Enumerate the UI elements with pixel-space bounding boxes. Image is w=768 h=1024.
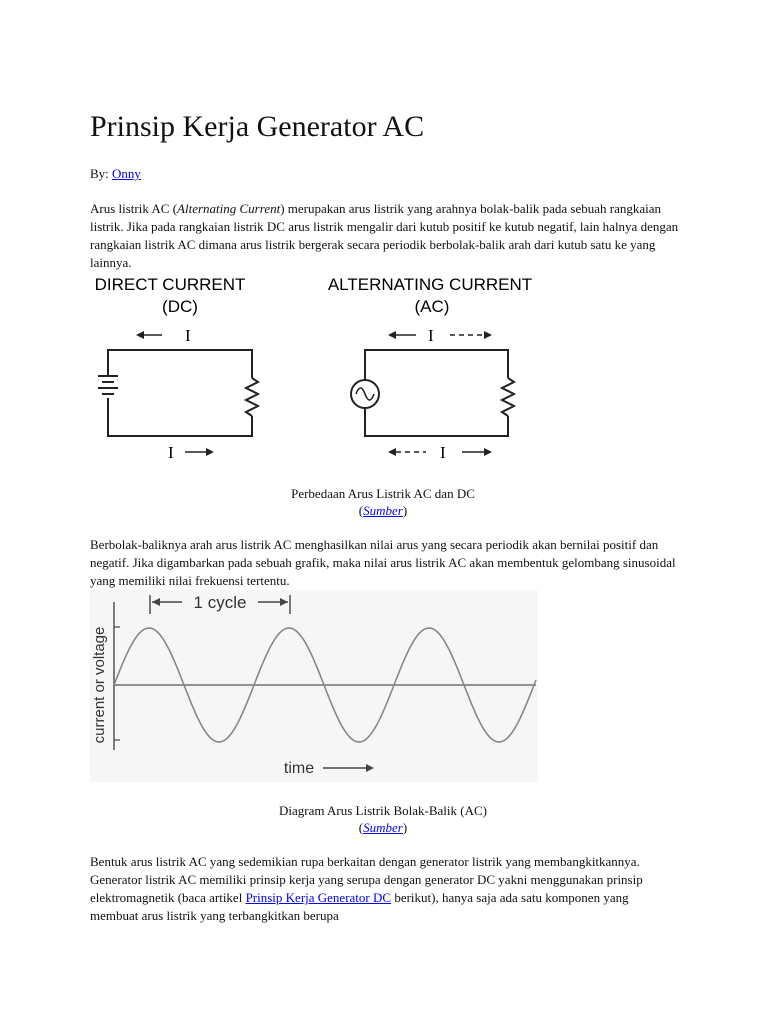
generator-dc-link[interactable]: Prinsip Kerja Generator DC xyxy=(245,890,392,905)
p1-post: ) merupakan arus listrik yang arahnya bolak-balik pada sebuah rangkaian listrik. Jika pada rangkaian listrik DC arus listrik mengalir dari kutub positif ke kutub negatif, lain halnya dengan rangkaian listrik AC dimana arus listrik bergerak secara periodik berbolak-balik arah dari kutub satu ke yang lainnya. xyxy=(90,201,679,270)
figure1-source: (Sumber) xyxy=(358,503,408,518)
dc-ac-circuit-diagram xyxy=(90,272,550,467)
x-axis-label: time xyxy=(283,760,315,777)
dc-title: DIRECT CURRENT xyxy=(94,275,246,294)
dc-circuit xyxy=(98,350,258,436)
ac-current-arrow-top xyxy=(388,326,492,345)
figure2-caption-text: Diagram Arus Listrik Bolak-Balik (AC) xyxy=(279,803,487,818)
p3-pre: Bentuk arus listrik AC yang sedemikian rupa berkaitan dengan generator listrik yang membangkitkannya. Generator listrik AC memiliki prinsip kerja yang serupa dengan generator DC yakni menggunakan prinsip elektromagnetik (baca artikel xyxy=(90,854,643,905)
p3-post: berikut), hanya saja ada satu komponen yang membuat arus listrik yang terbangkitkan berupa xyxy=(90,890,629,923)
by-label: By: xyxy=(90,166,109,181)
cycle-label: 1 cycle xyxy=(193,593,247,612)
dc-current-arrow-top xyxy=(136,326,191,345)
dc-current-label-top: I xyxy=(185,326,191,345)
figure2-source: (Sumber) xyxy=(358,820,408,835)
paragraph-2: Berbolak-baliknya arah arus listrik AC menghasilkan nilai arus yang secara periodik akan bernilai positif dan negatif. Jika digambarkan pada sebuah grafik, maka nilai arus listrik AC akan membentuk gelombang sinusoidal yang memiliki nilai frekuensi tertentu. xyxy=(90,537,676,588)
author-link[interactable]: Onny xyxy=(112,166,141,181)
p1-pre: Arus listrik AC ( xyxy=(90,201,178,216)
ac-current-label-top: I xyxy=(428,326,434,345)
figure2-caption xyxy=(88,802,678,836)
page-title: Prinsip Kerja Generator AC xyxy=(90,110,425,143)
figure2-source-link[interactable]: Sumber xyxy=(363,820,403,835)
byline xyxy=(90,166,141,182)
ac-sine-wave-diagram xyxy=(90,590,538,782)
dc-current-arrow-bottom xyxy=(168,443,214,462)
ac-current-label-bottom: I xyxy=(440,443,446,462)
dc-current-label-bottom: I xyxy=(168,443,174,462)
ac-circuit xyxy=(351,350,514,436)
paragraph-1 xyxy=(90,200,680,272)
ac-title: ALTERNATING CURRENT xyxy=(327,275,533,294)
figure1-source-link[interactable]: Sumber xyxy=(363,503,403,518)
dc-subtitle: (DC) xyxy=(162,297,198,316)
y-axis-label: current or voltage xyxy=(91,626,108,744)
figure1-caption xyxy=(88,485,678,519)
p1-em: Alternating Current xyxy=(177,201,281,216)
figure1-caption-text: Perbedaan Arus Listrik AC dan DC xyxy=(291,486,475,501)
paragraph-3 xyxy=(90,853,680,925)
ac-subtitle: (AC) xyxy=(414,297,450,316)
ac-current-arrow-bottom xyxy=(388,443,492,462)
